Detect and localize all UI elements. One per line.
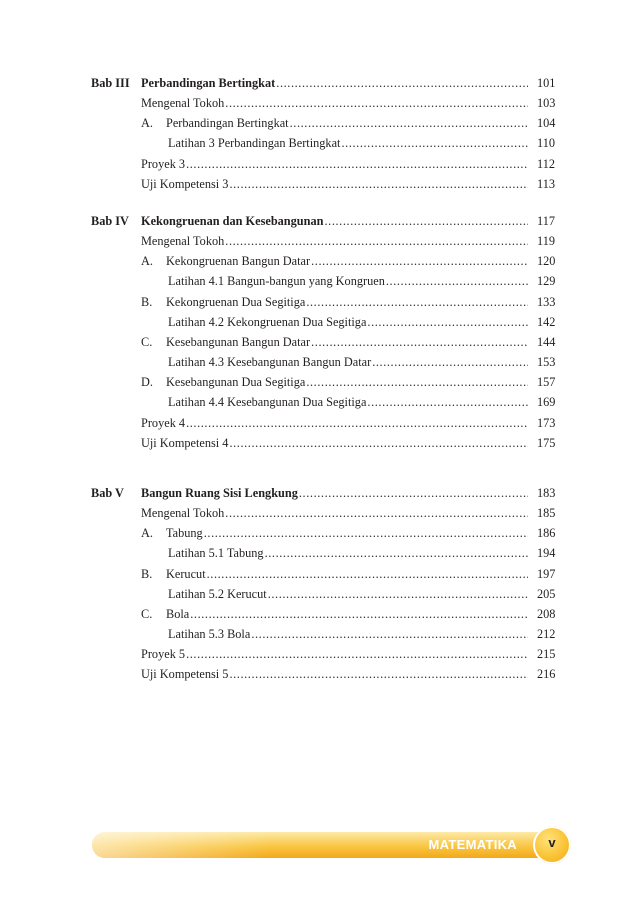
- toc-row: [0, 175, 638, 193]
- toc-entry: [141, 114, 528, 132]
- toc-row: [0, 565, 638, 583]
- dot-leader: [367, 393, 528, 411]
- toc-row: [0, 484, 638, 502]
- toc-entry: [141, 333, 528, 351]
- toc-row: [0, 134, 638, 152]
- entry-title: Latihan 4.4 Kesebangunan Dua Segitiga: [168, 395, 367, 410]
- dot-leader: [367, 313, 528, 331]
- entry-title: Proyek 4: [141, 415, 186, 430]
- toc-row: [0, 252, 638, 270]
- page-ref: 194: [537, 546, 556, 561]
- dot-leader: [311, 252, 528, 270]
- dot-leader: [225, 232, 528, 250]
- entry-title: Uji Kompetensi 5: [141, 667, 229, 682]
- toc-row: [0, 625, 638, 643]
- toc-row: [0, 434, 638, 452]
- toc-entry: [141, 252, 528, 270]
- toc-entry: [141, 74, 528, 92]
- dot-leader: [186, 155, 528, 173]
- toc-entry: [168, 313, 528, 331]
- dot-leader: [225, 94, 528, 112]
- dot-leader: [306, 373, 528, 391]
- entry-title: Latihan 3 Perbandingan Bertingkat: [168, 136, 341, 151]
- footer-subject-label: MATEMATIKA: [428, 837, 517, 852]
- page-ref: 119: [537, 234, 555, 249]
- toc-entry: [141, 434, 528, 452]
- page-ref: 120: [537, 254, 556, 269]
- toc-row: [0, 94, 638, 112]
- entry-title: Latihan 5.1 Tabung: [168, 546, 264, 561]
- toc-entry: [141, 94, 528, 112]
- entry-title: Bola: [166, 606, 190, 621]
- toc-row: [0, 155, 638, 173]
- page-ref: 110: [537, 136, 555, 151]
- toc-row: [0, 524, 638, 542]
- toc-row: [0, 232, 638, 250]
- toc-entry: [168, 272, 528, 290]
- page-ref: 104: [537, 116, 556, 131]
- dot-leader: [290, 114, 528, 132]
- section-letter: C.: [141, 334, 153, 349]
- entry-title: Latihan 4.2 Kekongruenan Dua Segitiga: [168, 314, 367, 329]
- toc-row: [0, 414, 638, 432]
- dot-leader: [306, 293, 528, 311]
- toc-entry: [141, 155, 528, 173]
- toc-entry: [141, 175, 528, 193]
- page-ref: 215: [537, 647, 556, 662]
- dot-leader: [229, 434, 528, 452]
- toc-row: [0, 272, 638, 290]
- page-ref: 144: [537, 334, 556, 349]
- dot-leader: [268, 585, 528, 603]
- page-number: v: [548, 835, 556, 850]
- entry-title: Uji Kompetensi 4: [141, 435, 229, 450]
- toc-entry: [168, 585, 528, 603]
- entry-title: Mengenal Tokoh: [141, 506, 225, 521]
- toc-row: [0, 585, 638, 603]
- toc-entry: [141, 524, 528, 542]
- toc-row: [0, 504, 638, 522]
- dot-leader: [311, 333, 528, 351]
- page-ref: 112: [537, 156, 555, 171]
- toc-entry: [168, 393, 528, 411]
- page-ref: 133: [537, 294, 556, 309]
- page-ref: 173: [537, 415, 556, 430]
- toc-row: [0, 74, 638, 92]
- entry-title: Tabung: [166, 526, 203, 541]
- section-letter: A.: [141, 254, 153, 269]
- toc-entry: [168, 134, 528, 152]
- entry-title: Kekongruenan Dua Segitiga: [166, 294, 306, 309]
- entry-title: Mengenal Tokoh: [141, 234, 225, 249]
- toc-entry: [141, 605, 528, 623]
- dot-leader: [204, 524, 528, 542]
- dot-leader: [190, 605, 528, 623]
- section-letter: C.: [141, 606, 153, 621]
- toc-entry: [168, 353, 528, 371]
- toc-entry: [168, 625, 528, 643]
- toc-row: [0, 393, 638, 411]
- chapter-label: Bab III: [91, 76, 130, 90]
- toc-entry: [141, 665, 528, 683]
- section-letter: B.: [141, 294, 153, 309]
- page-ref: 157: [537, 375, 556, 390]
- footer-band-highlight: [92, 832, 272, 858]
- page-ref: 103: [537, 96, 556, 111]
- toc-row: [0, 313, 638, 331]
- toc-row: [0, 212, 638, 230]
- page-ref: 117: [537, 214, 555, 228]
- toc-row: [0, 373, 638, 391]
- page-ref: 212: [537, 627, 556, 642]
- section-letter: A.: [141, 526, 153, 541]
- dot-leader: [186, 645, 528, 663]
- toc-entry: [141, 373, 528, 391]
- dot-leader: [276, 74, 528, 92]
- toc-entry: [141, 293, 528, 311]
- dot-leader: [386, 272, 528, 290]
- footer-bar: [92, 832, 562, 858]
- dot-leader: [229, 665, 528, 683]
- dot-leader: [372, 353, 528, 371]
- chapter-title: Bangun Ruang Sisi Lengkung: [141, 486, 298, 500]
- dot-leader: [207, 565, 528, 583]
- entry-title: Latihan 4.1 Bangun-bangun yang Kongruen: [168, 274, 385, 289]
- entry-title: Proyek 3: [141, 156, 186, 171]
- chapter-title: Perbandingan Bertingkat: [141, 76, 276, 90]
- entry-title: Mengenal Tokoh: [141, 96, 225, 111]
- toc-entry: [168, 544, 528, 562]
- toc-entry: [141, 504, 528, 522]
- entry-title: Kekongruenan Bangun Datar: [166, 254, 311, 269]
- page-ref: 169: [537, 395, 556, 410]
- dot-leader: [251, 625, 528, 643]
- chapter-label: Bab V: [91, 486, 124, 500]
- toc-entry: [141, 414, 528, 432]
- page-ref: 101: [537, 76, 556, 90]
- entry-title: Uji Kompetensi 3: [141, 176, 229, 191]
- section-letter: D.: [141, 375, 153, 390]
- page-ref: 113: [537, 176, 555, 191]
- page-ref: 186: [537, 526, 556, 541]
- toc-entry: [141, 232, 528, 250]
- toc-entry: [141, 212, 528, 230]
- dot-leader: [265, 544, 528, 562]
- entry-title: Latihan 5.3 Bola: [168, 627, 251, 642]
- toc-entry: [141, 484, 528, 502]
- chapter-title: Kekongruenan dan Kesebangunan: [141, 214, 324, 228]
- page-ref: 129: [537, 274, 556, 289]
- toc-row: [0, 605, 638, 623]
- toc-entry: [141, 565, 528, 583]
- page-ref: 153: [537, 355, 556, 370]
- entry-title: Proyek 5: [141, 647, 186, 662]
- toc-row: [0, 665, 638, 683]
- page-ref: 175: [537, 435, 556, 450]
- entry-title: Perbandingan Bertingkat: [166, 116, 289, 131]
- toc-row: [0, 293, 638, 311]
- page-ref: 183: [537, 486, 556, 500]
- chapter-label: Bab IV: [91, 214, 129, 228]
- dot-leader: [229, 175, 528, 193]
- toc-row: [0, 353, 638, 371]
- page-ref: 185: [537, 506, 556, 521]
- toc-entry: [141, 645, 528, 663]
- dot-leader: [341, 134, 528, 152]
- section-letter: A.: [141, 116, 153, 131]
- dot-leader: [225, 504, 528, 522]
- page-ref: 216: [537, 667, 556, 682]
- entry-title: Latihan 5.2 Kerucut: [168, 586, 267, 601]
- page-ref: 205: [537, 586, 556, 601]
- entry-title: Kesebangunan Dua Segitiga: [166, 375, 306, 390]
- page-ref: 142: [537, 314, 556, 329]
- toc-row: [0, 544, 638, 562]
- dot-leader: [299, 484, 528, 502]
- entry-title: Kesebangunan Bangun Datar: [166, 334, 311, 349]
- toc-row: [0, 333, 638, 351]
- entry-title: Kerucut: [166, 566, 206, 581]
- dot-leader: [186, 414, 528, 432]
- toc-row: [0, 645, 638, 663]
- toc-row: [0, 114, 638, 132]
- page-ref: 208: [537, 606, 556, 621]
- section-letter: B.: [141, 566, 153, 581]
- dot-leader: [324, 212, 528, 230]
- page-ref: 197: [537, 566, 556, 581]
- entry-title: Latihan 4.3 Kesebangunan Bangun Datar: [168, 355, 372, 370]
